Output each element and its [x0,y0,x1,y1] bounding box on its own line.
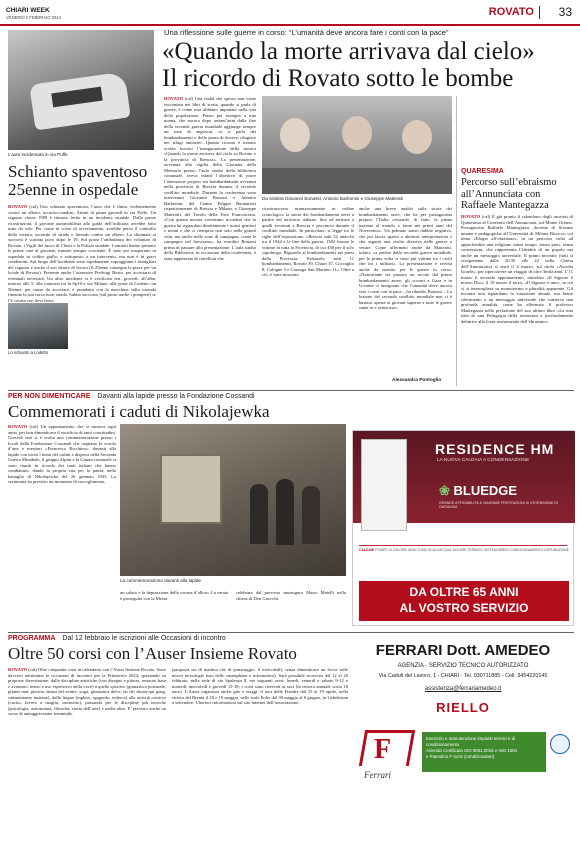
label-pompe: POMPE DI CALORE [375,548,407,552]
ferrari-f-mark: F [374,734,392,765]
page-number: 33 [558,5,572,19]
mid-article-text-2: un saluto e la deposizione della corona d’alloro. La serata è proseguita con la Messa [120,590,228,601]
service-banner [359,581,569,621]
label-condizionamento: CONDIZIONAMENTO [509,548,544,552]
accident-photo [8,30,154,150]
leaf-icon: ❀ [439,483,450,498]
bottom-col-2: (proposta sia di mattina che di pomeriggio, il mercoledì), senza dimenticare un focus sulle nuove tecnologie (uso dello smartphone e informatica). Sarà possibile iscriversi dal 12 al 20 febbraio, nella sede di via Spalenza 8, nei seguenti orari: lunedì, venerdì e sabato 9-12 e martedì, mercoledì e giovedì 15-18; i corsi sono riservati ai soci (la tessera annuale costa 18 euro). L’Auser organizza anche gite e viaggi: il tour delle Fiandre dal 15 al 19 aprile, nella riviera del Brenta il 18 e 19 maggio, nelle isole Eolie dal 30 maggio al 6 giugno, in Uzbekistan a settembre. Ulteriori informazioni sul sito internet dell’associazione. [172,667,348,705]
product-line-bar [359,545,567,546]
bottom-col-1: ROVATO (cal) Oltre cinquanta corsi in calendario con l’Auser Insieme Rovato. Sono davvero tantissime le occasioni di incontro per la Primavera 2024, spaziando su proposte diversissime: dalle discipline artistiche (con disegno e pittura, restauro base e avanzato, teatro e uso espressivo della voce) a quelle sportive (ginnastica posturale, pilates mat, piscina, danza del ventre, yoga, ginnastica dolce, tai chi chuan-qui gong, camminiamo insieme), dalle lingue (inglese, spagnolo, tedesco) alle attività creative (cucito, lavoro a maglia, uncinetto), passando per le discipline più teoriche (psicologia, astronomia, filosofia, storia dell’arte) e molte altre. E’ previsto anche un corso di antiaggressione femminile [8,667,166,716]
label-depurazione: DEPURAZIONE [544,548,569,552]
riello-logo: RIELLO [436,700,490,715]
mid-kicker: PER NON DIMENTICARE [8,393,91,400]
ferrari-ad-name: FERRARI Dott. AMEDEO [375,642,551,659]
right-article-text: ROVATO (cal) È già pronto il calendario degli incontri di Quaresima al Convento dell’Annunciata, sul Monte Orfano. Protagonista Raffaele Mantegazza, docente di Scienze umane e pedagogiche all’Università di Milano Bicocca, col tema «Elogio all’ebraismo», in un percorso volto ad approfondire una religione senza tempo, senza preti, senza conversioni, che rappresenta l’identità di un popolo ma anche un messaggio universale. Il primo incontro (tutti si svolgeranno dalle 20.30 alle 22 nella Chiesa dell’Annunciata) si terrà il 4 marzo, sul titolo «Ascolta Israele», per ripercorrere un viaggio di oltre 3mila anni. L’11 marzo il secondo appuntamento, intitolato «Il Signore è nostro Dio»; il 18 marzo il terzo, «Il Signore è uno», in cui ci si interrogherà su monoteismo e pluralità apparente. Gli incontri non riguardano la situazione attuale, ma fanno riferimento a un messaggio universale che conserva una profonda attualità, come ha affermato il professor Mantegazza nella prefazione del suo ultimo libro «La mia idea di una Pedagogia della resistenza e profondamente debitrice alla forza resistenziale dell’ebraismo». [461,214,573,324]
label-caldaie: CALDAIE [359,548,375,552]
right-column-divider [456,96,457,386]
mid-article-text: ROVATO (cal) Un appuntamento che si rinnova ogni anno, per non dimenticare il sacrificio di tanti concittadini. Giovedì sera si è svolta una commemorazione presso i locali della Fondazione Cossandi che ospitano la scuola d’arte e mestieri «Francesco Ricchino»: davanti alla lapide con incisi i nomi dei caduti e dispersi nella Seconda Guerra Mondiale, il gruppo Alpini e la Giunta comunale si sono riuniti in ricordo dei tanti italiani che hanno combattuto, dando la propria vita per la patria, nella battaglia di Nikolajewka del 26 gennaio 1943. La cerimonia ha previsto un momento di raccoglimento, [8,424,116,484]
main-col-3: anche una breve analisi sulla storia dei bombardamenti aerei, che ha per protagonista proprio l’Italia «essendo, di fatto, la prima nazione al mondo a farne nei primi anni del Novecento». Un pelmato senso dubbio negativo, che poi lascia spazio a ulteriori interpretazioni e che seguirà una svolta decisiva nelle guerre a venire. Come affermato anche da Matteotti, infatti, «a partire dalla seconda guerra mondiale, per la prima volta ci sono più vittime tra i civili che tra i militari». La presentazione è servita anche da monito per le guerre in corso. «Nonostante sia passato un secolo dal primo bombardamento aereo, gli scontri a Gaza e in Ucraina ci insegnano che l’umanità deve ancora fare i conti con la pace – ha ribadito Bonassi – La lezione del secondo conflitto mondiale non ci è bastata, aperta ai giovani saperne a tutte le guerre santa se e senza ma». [359,206,452,310]
label-aria: ARIA CLIMA [407,548,427,552]
right-headline: Percorso sull’ebraismo all’Annunciata con Raffaele Mantegazza [461,177,557,211]
main-headline-1: «Quando la morte arrivava dal cielo» [162,38,535,65]
product-line-labels [359,548,569,552]
header-rule [0,24,580,26]
commemoration-caption: La commemorazione davanti alla lapide [120,578,201,583]
brand: CHIARI WEEK [6,7,50,14]
commemoration-photo [120,424,346,576]
boiler-unit [361,439,407,531]
label-scaldacqua: SCALDACQUA [428,548,452,552]
ferrari-note-1: Esercizio e manutenzione impianti termici e di condizionamento [426,736,516,747]
issue-date: VENERDÌ 2 FEBBRAIO 2024 [6,15,61,20]
main-author: Alessandra Pontoglio [392,378,442,383]
ferrari-note-2: Azienda Certificata ISO 9001:2015 e ISO 1504 [426,748,518,753]
banner-line-1: DA OLTRE 65 ANNI [409,585,519,599]
banner-line-2: AL VOSTRO SERVIZIO [399,601,529,615]
mid-kicker-row [8,393,255,400]
lodetto-photo [8,303,68,349]
left-headline: Schianto spaventoso 25enne in ospedale [8,162,148,199]
label-solare: SOLARE TERMICO [452,548,483,552]
label-ibridi: SISTEMI IBRIDI [484,548,509,552]
bluedge-sub: GRANDE AFFIDABILITÀ E MASSIME PRESTAZIONI DI ESTENSIONE DI GARANZIA [439,501,558,510]
boiler-ad [352,430,574,626]
lodetto-caption: Lo schianto a Lodetto [8,350,49,355]
ferrari-green-panel [422,732,546,772]
header-divider [539,6,540,19]
ferrari-ad-email[interactable]: assistenza@ferrariamedeo.it [424,686,502,692]
main-col-2: ricostruiscono minuziosamente in ordine cronologico la storia dei bombardamenti aerei a partire dal territorio italiano, fino ad arrivare a quelli avvenuti a Brescia e provincia durante il conflitto mondiale. In particolare, si legge tra le righe dell’esposizione, «Brescia subì 52 attacchi tra il 1944 e la fine della guerra, 1302 furono le vittime in tutta la Provincia, di cui 438 per il solo capoluogo. Riguardo ai bombardamenti nei paesi della Provincia: Palazzolo subì 11 bombardamenti, Rovato 39, Chiari 37, Coccaglio 8, Cologne 3 e Cazzago San Martino 11». Oltre a ciò, è stata mostrata [262,206,354,277]
mid-article-text-3: celebrata dal prevosto monsignor Mario Metelli nella chiesa di Don Goocchi. [236,590,346,601]
ferrari-logo [356,726,418,788]
mid-rule [8,390,574,391]
boiler-ad-title: RESIDENCE HM [435,441,555,457]
bottom-headline: Oltre 50 corsi con l’Auser Insieme Rovato [8,644,297,663]
boiler-ad-tagline: LA NUOVA CALDAIA A CONDENSAZIONE [437,458,530,463]
right-kicker: QUARESIMA [461,168,504,175]
main-headline-2: Il ricordo di Rovato sotto le bombe [162,65,514,92]
certification-badge [550,734,570,754]
ferrari-logo-word: Ferrari [364,770,391,780]
main-kicker: Una riflessione sulle guerre in corso: “L’umanità deve ancora fare i conti con la pace” [164,28,449,37]
speakers-caption: Da sinistra Giovanni Bonassi, Antonio Barbonini e Giuseppe Matteotti [262,196,403,201]
left-article-text: ROVATO (cal) Uno schianto spaventoso, l’auto che è finita, violentemente contro un albero, accartocciandosi. Attimi di paura giovedì in via Poffe. Un ragazzo classe 1999 è rimasto ferito in un incidente stradale. Dalle prime ricostruzioni, il giovane automobilista alla guida dell’utilitaria avrebbe fatto tutto da solo. Per cause in corso di accertamento, avrebbe perso il controllo della vettura, uscendo di strada e finendo contro un albero. La chiamata ai soccorsi è scattata poco dopo le 19, Sul posto l’ambulanza dei volontari di Rovato, i Vigili del fuoco di Chiari e la Polizia stradale. I sanitari hanno prestato le prime cure al giovane, rimasto sempre cosciente. È stato poi trasportato in ospedale in codice giallo, e sottoposto a un intervento, ma non è in gravi condizioni. Sul luogo dell’incidente sono rapidamente sopraggiunti i famigliari del ragazzo e anche il suo datore di lavoro (il 25enne consegna le pizze per un locale di Rovato). Presente anche l’assessore Pierluigi Bosio, per accertarsi di eventuali necessità. Un altro incidente si è verificato ieri, giovedì, all’alba, intorno alle 5, alla rotatoria tra la Sp16 e via Milano, alle porte di Lodetto: un 56enne, per cause da accertare, è piombato con la macchina sulla rotonda finendo la sua corsa fuori strada. Subito soccorso (sul posto anche i pompieri) se l’è cavata con lievi ferite. [8,204,156,303]
ferrari-note-3: e Patentino F-GAS (condizionatori) [426,754,495,759]
bottom-rule [8,632,574,633]
ferrari-ad-line-2: Via Caduti del Lavoro, 1 - CHIARI - Tel. 030711885 - Cell. 3454220145 [378,673,548,679]
bottom-kicker: PROGRAMMA [8,635,56,642]
mid-headline: Commemorati i caduti di Nikolajewka [8,402,270,421]
bottom-subkicker: Dal 12 febbraio le iscrizioni alle Occasioni di incontro [62,635,226,642]
ferrari-ad [352,636,574,836]
main-col-1: ROVATO (cal) Una realtà che spesso non viene raccontata nei libri di storia, quando si parla di guerre, è come esse abbiano impattato nella vita della popolazione. Penso per esempio a mia nonna, che ancora dopo settant’anni dalla fine della seconda guerra mondiale aggiunge sempre un tono di angoscia, se si parla dei bombardamenti e della paura di doversi rifugiare nei rifugi antiaerei. Quanto riconta è tornato vivido mostro l’inaugurazione della mostra «Quando la morte arrivava dal cielo su Rovato e la provincia di Brescia». La presentazione, avvenuta alla vigilia della Giornata della Memoria presso l’aula studio della biblioteca comunale, aveva infatti l’obiettivo di porre l’attenzione proprio sui bombardamenti avvenuti nella provincia di Brescia durante il secondo conflitto mondiale. Durante la conferenza sono intervenuti Giovanni Bonassi e Antonio Barbonini, del Centro Filippo Buonarroti rispettivamente di Brescia e Milano, e Giuseppe Matteotti, del Tavolo della Pace Franciacorta. «Con questa mostra vorremmo ricordare che la guerra ha riguardato direttamente i nostri genitori e nonni e che ci riempiva non solo nelle grandi città, ma anche nelle zone di campagna, come le campagne nel bresciano», ha esordito Bonassi prima di passare alla presentazione. L’aula studio della Biblioteca, in occasione della conferenza, è stata tappezzata di cartelloni che [164,96,256,261]
ferrari-ad-line-1: AGENZIA - SERVIZIO TECNICO AUTORIZZATO [397,663,529,669]
speakers-photo [262,96,452,194]
mid-subkicker: Davanti alla lapide presso la Fondazione Cossandi [97,393,255,400]
bottom-kicker-row [8,635,226,642]
section-label: ROVATO [488,6,534,18]
masthead [6,7,146,20]
accident-caption: L’auto incidentata in via Poffe [8,152,68,157]
bluedge-logo: ❀ BLUEDGE [439,483,518,498]
